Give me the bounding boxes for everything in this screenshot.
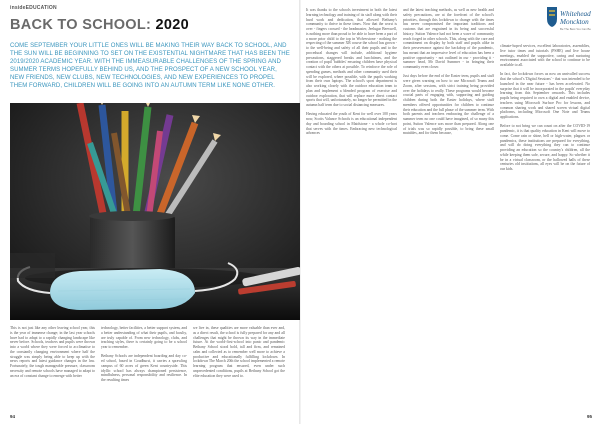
- body-column-left-1: [10, 326, 95, 414]
- photo-illustration: [10, 103, 300, 320]
- section-tag: insideEDUCATION: [10, 5, 57, 11]
- svg-text:Whitehead: Whitehead: [560, 10, 591, 18]
- school-crest-icon: [544, 3, 594, 35]
- body-paragraph: Before to not bring we can count on after the COVID-19 pandemic, it is that quality education in Kent will move to come. Come rain or shine, hell or high-water, plagues or pandemics, these institutions are prepared for everything, and will do doing everything they can to continue providing an education so the country's children, all the while keeping them safe, secure, and happy. So whether it be in a virtual classroom, or the hallowed halls of these centuries old institutions, all eyes will be on the future of our kids.: [500, 124, 590, 171]
- article-title-year: 2020: [155, 17, 189, 33]
- body-column-right-3: [500, 44, 590, 408]
- body-paragraph: It was thanks to the schools investment in both the latest learning technology and training of its staff along with their hard work and dedication, that allowed Bethany's community to thrive in these times. Now that the worst is over - fingers crossed - the headmaster, Jeelugar Beeswell, is nothing more than proud to be able to have been a part of a more prior child to the top in Wolverstone - nothing the respecting of the summer XR course the school has grown - to the well-being and safety of all their pupils and to the procedural changes will include, additional hygiene precautions, staggered breaks and lunchtimes, and the creation of pupil 'bubbles' ensuring children have physical contact with the others at possible. To reinforce the role of spending games, methods and other community used their will be explored, where possible, with the pupils working from their own laptops. The school's sport department is also working closely with the outdoor education team to plan and implement a blended program of exercise and outdoor exploration, that will replace more direct contact sports that will, unfortunately, no longer be permitted in the autumn half term due to social distancing measures.: [306, 8, 397, 107]
- body-paragraph: Having educated the youth of Kent for well over 100 years now, Scotts Valance Schools is an educational independent day and boarding school in Maidstone - a whole co-hort that serves with the times. Embracing new technological advances: [306, 112, 397, 136]
- body-column-left-2: [101, 326, 187, 414]
- body-paragraph: This is not just like any other leaving school year, this is the year of immense change; in the last year schools have had to adapt to a rapidly changing landscape like never before. Schools, teachers and pupils were thrown into a world where they were forced to acclimatise to the constantly changing environment where half the struggle was simply being able to keep up with the news reports and latest guidance changes in the law. Fortunately, the tough manageable pressure, classroom necessity and remote schools have managed to adapt to an era of constant change to emerge with better: [10, 326, 95, 378]
- school-logo: [544, 3, 594, 35]
- body-paragraph: Bethany Schools are independent boarding and day co-ed school, based in Goudhurst, it carries a sprawling campus of 60 acres of green Kent countryside. This idyllic school has always championed persistence, mindfulness, personal responsibility and resilience. In the resulting times: [101, 354, 187, 382]
- article-title-main: BACK TO SCHOOL:: [10, 17, 156, 33]
- body-column-left-3: [193, 326, 285, 414]
- svg-text:Be The Best You Can Be: Be The Best You Can Be: [560, 27, 591, 31]
- article-standfirst: COME SEPTEMBER YOUR LITTLE ONES WILL BE MAKING THEIR WAY BACK TO SCHOOL, AND THE SUN WILL BE BEGINNING TO SET ON THE EXISTENTIAL NIGHTMARE THAT HAS BEEN THE 2019/2020 ACADEMIC YEAR. WITH THE IMMEASURABLE CHALLENGES OF THE SPRING AND SUMMER TERMS HOPEFULLY BEHIND US, AND THE PROSPECT OF A NEW SCHOOL YEAR, NEW FRIENDS, NEW CLUBS, NEW TECHNOLOGIES, AND NEW EXPERIENCES TO PROPEL THEM FORWARD, CHILDREN WILL BE GOING INTO AN AUTUMN TERM LIKE NONE OTHER.: [10, 43, 290, 90]
- body-column-right-1: [306, 8, 397, 408]
- body-paragraph: we live in, these qualities are more valuable than ever and, as a direct result, the school is fully prepared for any and all challenges that might be thrown its way in the immediate future. At the world-first-school into panic and pandemic Bethany School stood bold, tall and firm, and remained calm and collected as to remember well more to achieve a productive and educationally fulfilling lockdown. In lockdown The March 20th the school implemented a remote learning program that ensured, even under such unprecedented conditions, pupils at Bethany School got the elite education they were used to.: [193, 326, 285, 378]
- page-number-left: 94: [10, 414, 16, 419]
- svg-text:Monckton: Monckton: [560, 18, 589, 26]
- page-number-right: 95: [586, 414, 592, 419]
- body-paragraph: In fact, the lockdown forces us now an unrivalled success that the school's 'Digital Sessions' - that was intended to be launched in the near future - has been accelerated. No surprise that it will be incorporated in the pupils' everyday learning from this September onwards. This includes pupils being required to own a digital and enabled device, teachers using Microsoft Surface Pro for lessons, and common sharing work and shared screen virtual digital platforms, including Microsoft One Note and Teams applications.: [500, 72, 590, 119]
- pencils-and-face-mask-photo: [10, 103, 300, 320]
- body-column-right-2: [403, 8, 494, 408]
- body-paragraph: Just days before the end of the Easter term, pupils and staff were given warning on how to use Microsoft Teams and Zoom, after sessions, with strict training being provided over the holidays to really. These programs would become crucial parts of engaging with, supporting and guiding children during both the Easter holidays, where staff members offered opportunities for children to continue their education and the full phase of the summer term. With both parents and teachers embracing the challenge of a summer term no one could have imagined, of so many this point, Sutton Valence was more than prepared. Along one of trials was so rapidly possible, to bring these small mutables, and for them because,: [403, 74, 494, 136]
- body-paragraph: climate-hoped services, excellent laboratories, assemblies, live tutor times and tutorials (PSHE) and live house meetings, enabled the supportive, caring and nurturing environment associated with the school to continue to be available to all.: [500, 44, 590, 67]
- body-paragraph: technology, better facilities, a better support system, and a better understanding of what their pupils, and faculty, are truly capable of. From new technology, clubs, and teaching styles, there is certainly going to be a school year to remember.: [101, 326, 187, 349]
- body-paragraph: and the latest teaching methods, as well as new health and safety precautions, are at the forefront of the school's priorities, through this lockdown to change with the times has never compromised the important traditions and customs that are engrained in its being and successful history. Sutton Valence had not been a wave of community reach forged in other schools. This, along with the care and commitment on display by both staff and pupils alike in their perseverance against the backdrop of the pandemic, has meant that an impressive level of education has been a positive opportunity - not outlined in our - providing it - summer head, Mr David Summer - in bringing their community even closer.: [403, 8, 494, 69]
- article-title: [10, 17, 189, 33]
